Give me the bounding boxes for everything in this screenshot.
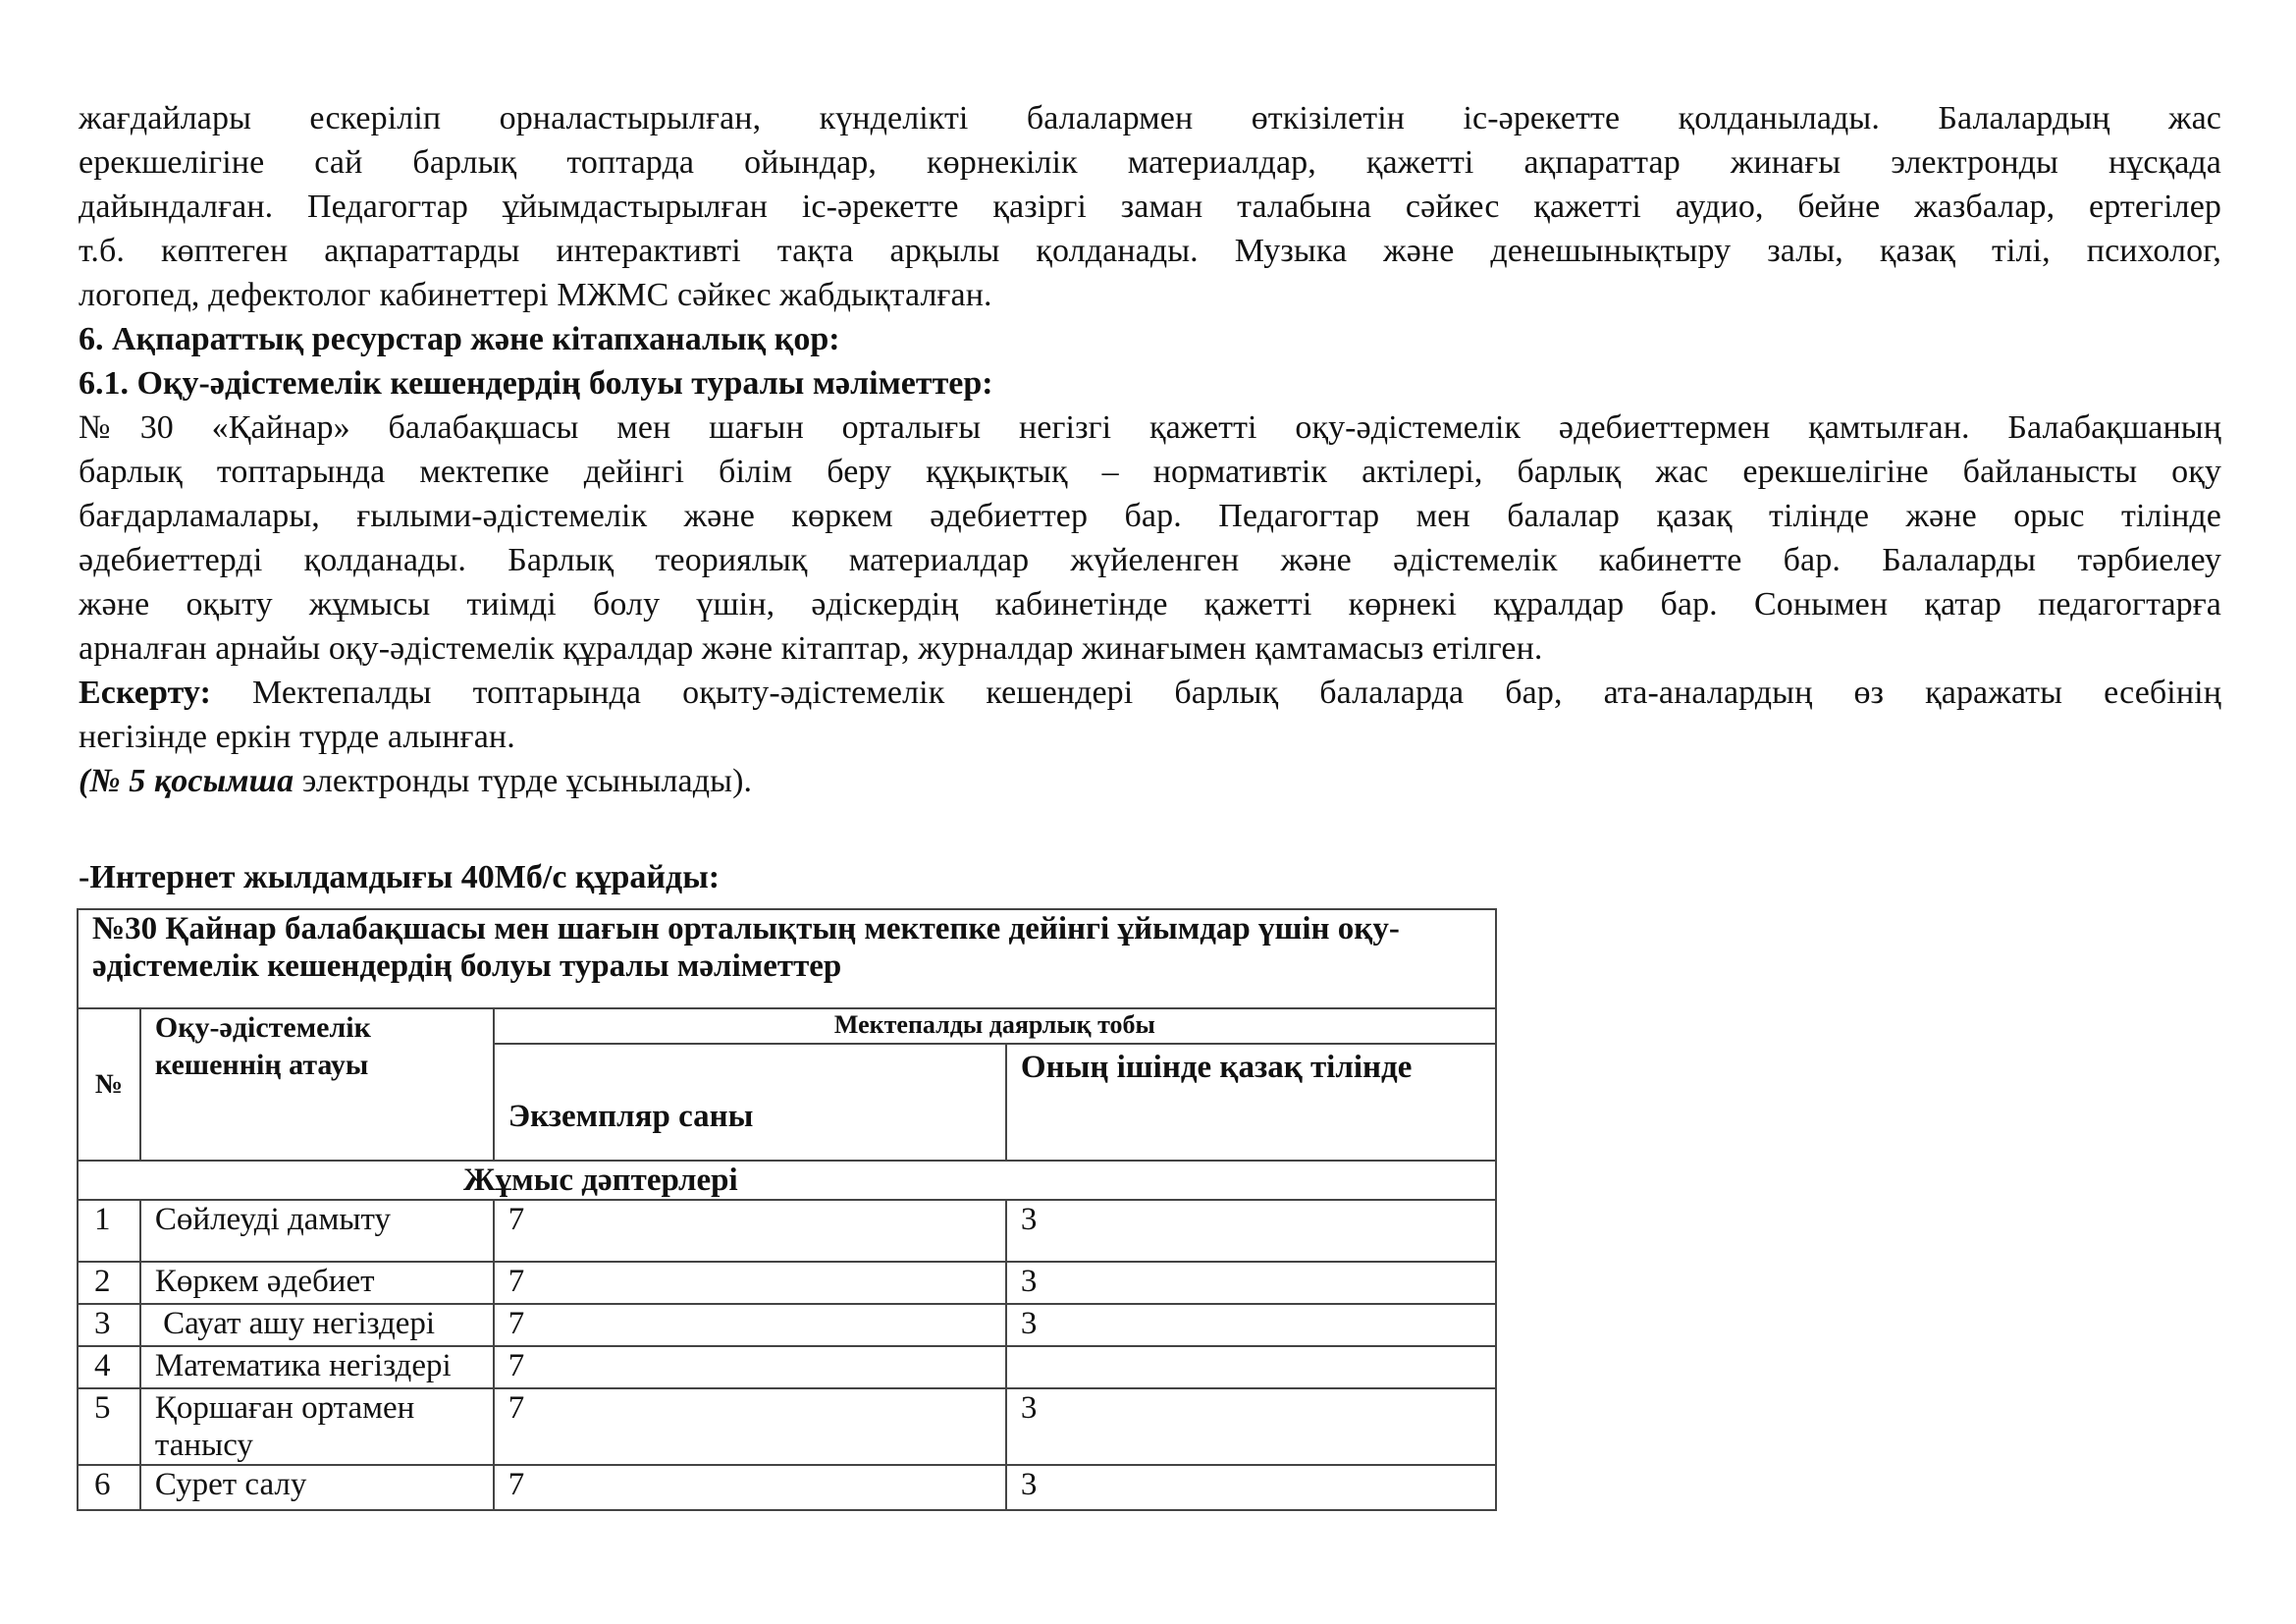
cell-copies: 7 xyxy=(494,1388,1006,1465)
paragraph-line: ерекшелігіне сай барлық топтарда ойындар, көрнекілік материалдар, қажетті ақпараттар жинағы электронды нұсқада xyxy=(79,144,2221,181)
header-group: Мектепалды даярлық тобы xyxy=(494,1008,1496,1044)
table-row xyxy=(78,1388,1496,1465)
table-title: №30 Қайнар балабақшасы мен шағын орталықтың мектепке дейінгі ұйымдар үшін оқу-әдістемелік кешендердің болуы туралы мәліметтер xyxy=(78,909,1496,1008)
subsection-heading: 6.1. Оқу-әдістемелік кешендердің болуы туралы мәліметтер: xyxy=(79,365,993,402)
paragraph-line: бағдарламалары, ғылыми-әдістемелік және көркем әдебиеттер бар. Педагогтар мен балалар қазақ тілінде және орыс тілінде xyxy=(79,498,2221,534)
table-row xyxy=(78,1304,1496,1346)
cell-name: Математика негіздері xyxy=(140,1346,494,1388)
paragraph-line: барлық топтарында мектепке дейінгі білім беру құқықтық – нормативтік актілері, барлық жас ерекшелігіне байланысты оқу xyxy=(79,454,2221,490)
cell-name: Сауат ашу негіздері xyxy=(140,1304,494,1346)
paragraph-line: әдебиеттерді қолданады. Барлық теориялық материалдар жүйеленген және әдістемелік кабинетте бар. Балаларды тәрбиелеу xyxy=(79,542,2221,578)
cell-name: Сурет салу xyxy=(140,1465,494,1510)
document-page xyxy=(79,96,2221,899)
appendix-rest: электронды түрде ұсынылады). xyxy=(294,763,753,799)
table-row xyxy=(78,1465,1496,1510)
note-paragraph xyxy=(79,671,2221,759)
note-line: негізінде еркін түрде алынған. xyxy=(79,719,515,755)
note-label: Ескерту: xyxy=(79,675,211,711)
table-section-row xyxy=(78,1161,1496,1200)
paragraph-line: логопед, дефектолог кабинеттері МЖМС сәйкес жабдықталған. xyxy=(79,277,992,313)
appendix-label: № 5 қосымша xyxy=(89,763,294,799)
paragraph-line: дайындалған. Педагогтар ұйымдастырылған іс-әрекетте қазіргі заман талабына сәйкес қажетті аудио, бейне жазбалар, ертегілер xyxy=(79,189,2221,225)
paragraph-line: және оқыту жұмысы тиімді болу үшін, әдіскердің кабинетінде қажетті көрнекі құралдар бар. Сонымен қатар педагогтарға xyxy=(79,586,2221,623)
cell-copies: 7 xyxy=(494,1465,1006,1510)
cell-copies: 7 xyxy=(494,1262,1006,1304)
cell-number: 2 xyxy=(78,1262,140,1304)
cell-name: Сөйлеуді дамыту xyxy=(140,1200,494,1262)
cell-name: Қоршаған ортамен танысу xyxy=(140,1388,494,1465)
cell-number: 5 xyxy=(78,1388,140,1465)
appendix-line xyxy=(79,759,2221,803)
internet-heading: -Интернет жылдамдығы 40Мб/с құрайды: xyxy=(79,859,721,895)
paragraph-line: жағдайлары ескеріліп орналастырылған, күнделікті балалармен өткізілетін іс-әрекетте қолданылады. Балалардың жас xyxy=(79,100,2221,136)
cell-number: 1 xyxy=(78,1200,140,1262)
paragraph-line: арналған арнайы оқу-әдістемелік құралдар және кітаптар, журналдар жинағымен қамтамасыз етілген. xyxy=(79,630,1543,667)
blank-line xyxy=(79,803,2221,855)
table-header-row xyxy=(78,1008,1496,1044)
section-label: Жұмыс дәптерлері xyxy=(78,1161,1496,1200)
cell-kazakh: 3 xyxy=(1006,1304,1496,1346)
cell-kazakh: 3 xyxy=(1006,1388,1496,1465)
cell-kazakh: 3 xyxy=(1006,1262,1496,1304)
table-row xyxy=(78,1346,1496,1388)
cell-name: Көркем әдебиет xyxy=(140,1262,494,1304)
cell-copies: 7 xyxy=(494,1346,1006,1388)
table-title-row xyxy=(78,909,1496,1008)
header-kit-name: Оқу-әдістемелік кешеннің атауы xyxy=(140,1008,494,1161)
cell-number: 6 xyxy=(78,1465,140,1510)
appendix-open-paren: ( xyxy=(79,763,90,799)
main-paragraph xyxy=(79,406,2221,671)
cell-number: 4 xyxy=(78,1346,140,1388)
cell-copies: 7 xyxy=(494,1304,1006,1346)
teaching-kits-table xyxy=(77,908,1497,1511)
paragraph-line: т.б. көптеген ақпараттарды интерактивті тақта арқылы қолданады. Музыка және денешынықтыру залы, қазақ тілі, психолог, xyxy=(79,233,2221,269)
cell-number: 3 xyxy=(78,1304,140,1346)
paragraph-line: №30 «Қайнар» балабақшасы мен шағын орталығы негізгі қажетті оқу-әдістемелік әдебиеттермен қамтылған. Балабақшаның xyxy=(79,409,2221,446)
note-line xyxy=(79,671,2221,715)
cell-kazakh: 3 xyxy=(1006,1200,1496,1262)
cell-kazakh xyxy=(1006,1346,1496,1388)
table-row xyxy=(78,1200,1496,1262)
table-row xyxy=(78,1262,1496,1304)
note-text: Мектепалды топтарында оқыту-әдістемелік кешендері барлық балаларда бар, ата-аналардың өз қаражаты есебінің xyxy=(211,675,2221,711)
section-heading: 6. Ақпараттық ресурстар және кітапханалық қор: xyxy=(79,321,840,357)
cell-copies: 7 xyxy=(494,1200,1006,1262)
appendix-text xyxy=(79,759,2221,803)
header-copies: Экземпляр саны xyxy=(494,1044,1006,1161)
cell-kazakh: 3 xyxy=(1006,1465,1496,1510)
header-number: № xyxy=(78,1008,140,1161)
intro-paragraph xyxy=(79,96,2221,317)
header-kazakh: Оның ішінде қазақ тілінде xyxy=(1006,1044,1496,1161)
